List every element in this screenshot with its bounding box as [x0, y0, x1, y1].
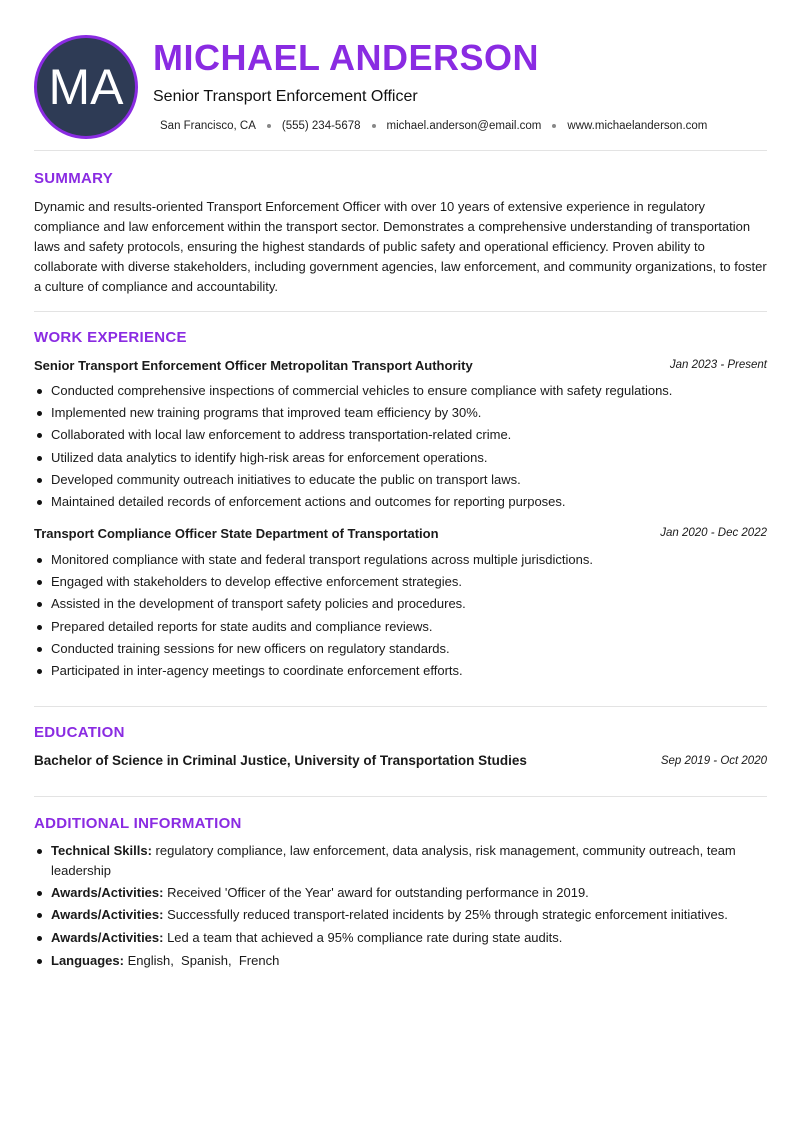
job-dates: Jan 2023 - Present — [669, 359, 767, 371]
avatar-initials: MA — [48, 59, 124, 115]
education-entry — [34, 753, 767, 771]
education-heading: EDUCATION — [34, 724, 125, 741]
additional-info-heading: ADDITIONAL INFORMATION — [34, 815, 242, 832]
contact-website[interactable]: www.michaelanderson.com — [567, 120, 708, 132]
divider — [34, 311, 767, 312]
item-label: Awards/Activities: — [51, 929, 164, 945]
separator-dot — [372, 124, 376, 128]
list-item — [34, 951, 767, 971]
list-item: Engaged with stakeholders to develop effective enforcement strategies. — [34, 571, 767, 593]
work-experience-heading: WORK EXPERIENCE — [34, 329, 187, 346]
item-text: Received 'Officer of the Year' award for outstanding performance in 2019. — [163, 885, 589, 901]
candidate-role: Senior Transport Enforcement Officer — [153, 88, 418, 105]
separator-dot — [267, 124, 271, 128]
education-dates: Sep 2019 - Oct 2020 — [660, 755, 767, 767]
list-item: Prepared detailed reports for state audits and compliance reviews. — [34, 616, 767, 638]
divider — [34, 706, 767, 707]
list-item: Collaborated with local law enforcement to address transportation-related crime. — [34, 424, 767, 446]
summary-heading: SUMMARY — [34, 170, 114, 187]
job-dates: Jan 2020 - Dec 2022 — [660, 527, 767, 539]
list-item: Implemented new training programs that improved team efficiency by 30%. — [34, 402, 767, 424]
list-item — [34, 841, 767, 881]
job-title: Senior Transport Enforcement Officer Metropolitan Transport Authority — [34, 358, 473, 373]
contact-location: San Francisco, CA — [160, 120, 256, 132]
avatar — [34, 35, 138, 139]
job-header — [34, 526, 767, 544]
item-label: Technical Skills: — [51, 843, 152, 858]
item-text: regulatory compliance, law enforcement, data analysis, risk management, community outreach, team leadership — [51, 843, 736, 878]
item-text: Successfully reduced transport-related incidents by 25% through strategic enforcement initiatives. — [163, 907, 728, 923]
contact-phone: (555) 234-5678 — [281, 120, 361, 132]
item-label: Languages: — [51, 952, 124, 968]
item-label: Awards/Activities: — [51, 885, 164, 901]
list-item: Monitored compliance with state and federal transport regulations across multiple jurisdictions. — [34, 549, 767, 571]
job-title: Transport Compliance Officer State Department of Transportation — [34, 526, 439, 541]
list-item: Conducted comprehensive inspections of commercial vehicles to ensure compliance with safety regulations. — [34, 380, 767, 402]
item-text: English, Spanish, French — [123, 952, 280, 968]
list-item: Participated in inter-agency meetings to coordinate enforcement efforts. — [34, 660, 767, 682]
contact-line — [160, 120, 707, 132]
list-item: Maintained detailed records of enforcement actions and outcomes for reporting purposes. — [34, 491, 767, 513]
summary-text: Dynamic and results-oriented Transport Enforcement Officer with over 10 years of extensive experience in regulatory compliance and law enforcement within the transport sector. Demonstrates a comprehensive understanding of transportation laws and safety protocols, ensuring the highest standards of public safety and operational efficiency. Proven ability to collaborate with diverse stakeholders, including government agencies, law enforcement, and community organizations, to foster a culture of compliance and accountability. — [34, 199, 767, 294]
list-item — [34, 883, 767, 903]
list-item — [34, 905, 767, 925]
job-bullets — [34, 380, 767, 513]
degree: Bachelor of Science in Criminal Justice, University of Transportation Studies — [34, 753, 527, 768]
list-item: Assisted in the development of transport safety policies and procedures. — [34, 593, 767, 615]
job-bullets — [34, 549, 767, 682]
divider — [34, 796, 767, 797]
additional-info-list — [34, 841, 767, 973]
item-label: Awards/Activities: — [51, 907, 164, 923]
candidate-name: MICHAEL ANDERSON — [153, 37, 540, 78]
list-item: Conducted training sessions for new officers on regulatory standards. — [34, 638, 767, 660]
list-item: Developed community outreach initiatives to educate the public on transport laws. — [34, 469, 767, 491]
separator-dot — [552, 124, 556, 128]
list-item: Utilized data analytics to identify high-risk areas for enforcement operations. — [34, 447, 767, 469]
job-header — [34, 358, 767, 376]
item-text: Led a team that achieved a 95% compliance rate during state audits. — [163, 929, 563, 945]
divider — [34, 150, 767, 151]
list-item — [34, 928, 767, 948]
contact-email[interactable]: michael.anderson@email.com — [386, 120, 542, 132]
